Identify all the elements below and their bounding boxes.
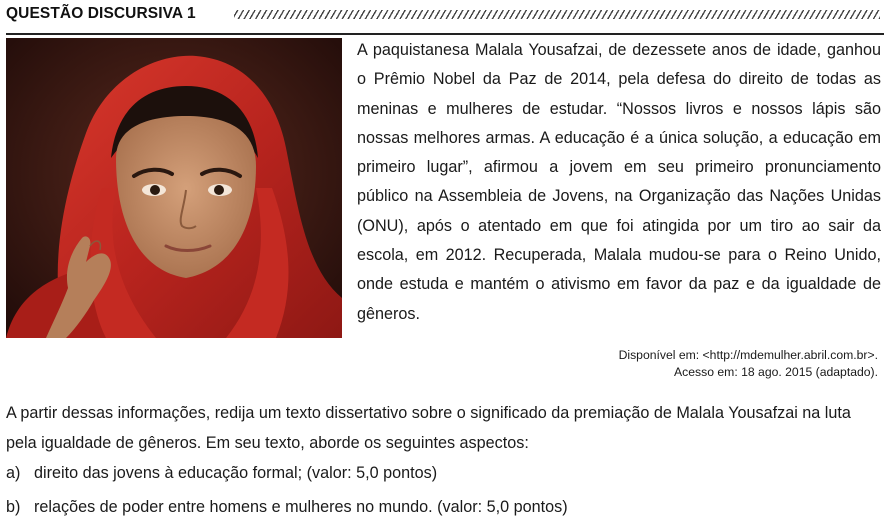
question-item-b	[6, 498, 568, 517]
article-paragraph: A paquistanesa Malala Yousafzai, de dezessete anos de idade, ganhou o Prêmio Nobel da Paz de 2014, pela defesa do direito de todas as meninas e mulheres de estudar. “Nossos livros e nossos lápis são nossas melhores armas. A educação é a única solução, a educação em primeiro lugar”, afirmou a jovem em seu primeiro pronunciamento público na Assembleia de Jovens, na Organização das Nações Unidas (ONU), após o atentado em que foi atingida por um tiro ao sair da escola, em 2012. Recuperada, Malala mudou-se para o Reino Unido, onde estuda e mantém o ativismo em favor da paz e da igualdade de gêneros.	[357, 41, 881, 323]
question-item-a	[6, 464, 437, 483]
header-hatch-decoration	[234, 10, 880, 19]
item-text: direito das jovens à educação formal; (valor: 5,0 pontos)	[34, 464, 438, 482]
item-letter: b)	[6, 498, 21, 516]
question-header	[6, 4, 880, 26]
item-text: relações de poder entre homens e mulheres no mundo. (valor: 5,0 pontos)	[34, 498, 568, 516]
header-rule	[6, 33, 884, 35]
source-line-2: Acesso em: 18 ago. 2015 (adaptado).	[674, 365, 878, 379]
question-title: QUESTÃO DISCURSIVA 1	[6, 5, 196, 22]
item-letter: a)	[6, 464, 21, 482]
source-line-1: Disponível em: <http://mdemulher.abril.com.br>.	[618, 348, 878, 362]
source-citation	[619, 347, 878, 381]
question-prompt: A partir dessas informações, redija um texto dissertativo sobre o significado da premiação de Malala Yousafzai na luta pela igualdade de gêneros. Em seu texto, aborde os seguintes aspectos:	[6, 404, 851, 452]
portrait-photo	[6, 38, 342, 338]
